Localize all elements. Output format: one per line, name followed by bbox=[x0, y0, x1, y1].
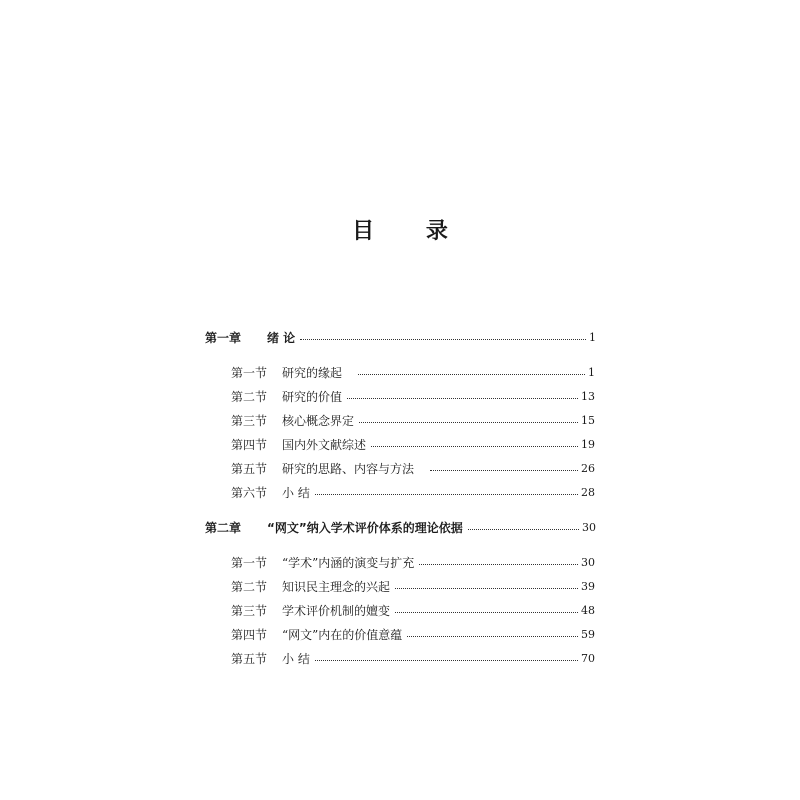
dot-leader bbox=[371, 446, 578, 447]
toc-section-2-3[interactable] bbox=[231, 600, 595, 620]
toc-section-2-4[interactable] bbox=[231, 624, 595, 644]
dot-leader bbox=[419, 564, 578, 565]
page-number: 39 bbox=[581, 579, 595, 593]
toc-section-2-5[interactable] bbox=[231, 648, 595, 668]
dot-leader bbox=[300, 339, 586, 340]
page-number: 1 bbox=[589, 330, 596, 344]
dot-leader bbox=[395, 612, 578, 613]
toc-section-1-5[interactable] bbox=[231, 458, 595, 478]
page-number: 48 bbox=[581, 603, 595, 617]
chapter-number: 第一章 bbox=[205, 330, 242, 345]
dot-leader bbox=[359, 422, 578, 423]
section-title: 知识民主理念的兴起 bbox=[282, 579, 391, 594]
toc-section-2-1[interactable] bbox=[231, 552, 595, 572]
dot-leader bbox=[407, 636, 578, 637]
toc-section-1-2[interactable] bbox=[231, 386, 595, 406]
page-number: 28 bbox=[581, 485, 595, 499]
toc-chapter-1[interactable] bbox=[205, 327, 596, 347]
page-number: 70 bbox=[581, 651, 595, 665]
page-number: 26 bbox=[581, 461, 595, 475]
section-title: 研究的思路、内容与方法 bbox=[282, 461, 415, 476]
section-title: 国内外文献综述 bbox=[282, 437, 367, 452]
section-number: 第六节 bbox=[231, 485, 268, 500]
page-number: 13 bbox=[581, 389, 595, 403]
section-title: 学术评价机制的嬗变 bbox=[282, 603, 391, 618]
toc-section-1-1[interactable] bbox=[231, 362, 595, 382]
section-number: 第三节 bbox=[231, 603, 268, 618]
section-number: 第四节 bbox=[231, 437, 268, 452]
section-title: “网文”内在的价值意蕴 bbox=[282, 627, 403, 642]
section-number: 第五节 bbox=[231, 461, 268, 476]
toc-chapter-2[interactable] bbox=[205, 517, 596, 537]
section-number: 第一节 bbox=[231, 555, 268, 570]
section-title: 核心概念界定 bbox=[282, 413, 355, 428]
section-number: 第二节 bbox=[231, 389, 268, 404]
section-number: 第三节 bbox=[231, 413, 268, 428]
page-number: 30 bbox=[581, 555, 595, 569]
toc-section-2-2[interactable] bbox=[231, 576, 595, 596]
chapter-title: 绪 论 bbox=[267, 330, 296, 345]
section-title: 小 结 bbox=[282, 651, 310, 666]
toc-section-1-3[interactable] bbox=[231, 410, 595, 430]
dot-leader bbox=[347, 398, 578, 399]
dot-leader bbox=[430, 470, 578, 471]
section-title: 研究的缘起 bbox=[282, 365, 343, 380]
page-number: 19 bbox=[581, 437, 595, 451]
toc-section-1-4[interactable] bbox=[231, 434, 595, 454]
page-title: 目 录 bbox=[352, 219, 470, 244]
section-number: 第五节 bbox=[231, 651, 268, 666]
section-number: 第一节 bbox=[231, 365, 268, 380]
section-title: “学术”内涵的演变与扩充 bbox=[282, 555, 415, 570]
page-number: 15 bbox=[581, 413, 595, 427]
dot-leader bbox=[468, 529, 579, 530]
toc-section-1-6[interactable] bbox=[231, 482, 595, 502]
section-number: 第二节 bbox=[231, 579, 268, 594]
dot-leader bbox=[315, 660, 578, 661]
chapter-title: “网文”纳入学术评价体系的理论依据 bbox=[267, 520, 463, 535]
page-number: 30 bbox=[582, 520, 596, 534]
section-title: 小 结 bbox=[282, 485, 310, 500]
page-number: 59 bbox=[581, 627, 595, 641]
page-number: 1 bbox=[588, 365, 595, 379]
section-number: 第四节 bbox=[231, 627, 268, 642]
dot-leader bbox=[358, 374, 585, 375]
chapter-number: 第二章 bbox=[205, 520, 242, 535]
dot-leader bbox=[315, 494, 578, 495]
section-title: 研究的价值 bbox=[282, 389, 343, 404]
dot-leader bbox=[395, 588, 578, 589]
